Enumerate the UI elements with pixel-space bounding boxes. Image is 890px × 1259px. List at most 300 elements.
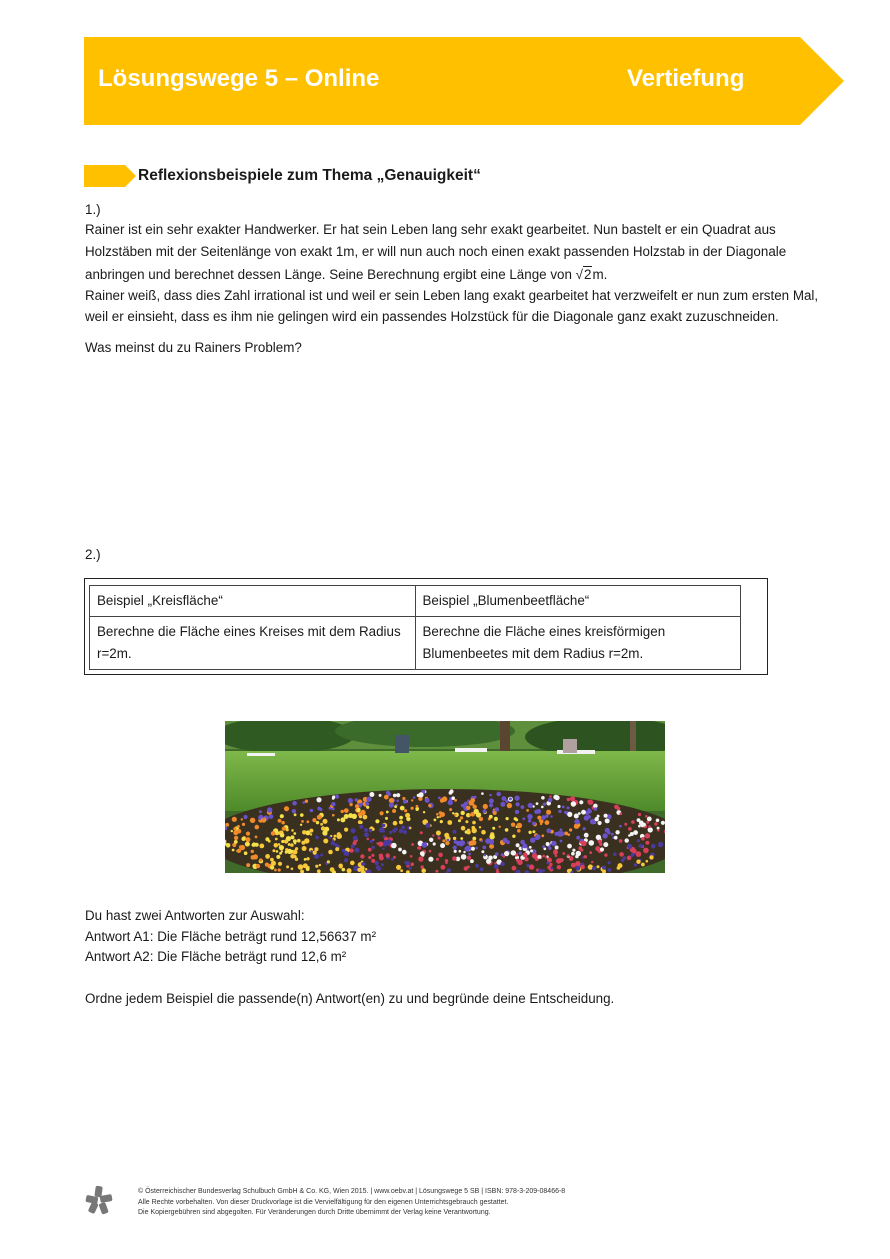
banner-title: Lösungswege 5 – Online <box>98 65 380 92</box>
flower-speck <box>361 862 365 866</box>
task1-line4: Rainer weiß, dass dies Zahl irrational ist und weil er sein Leben lang exakt gearbeitet hat verzweifelt er nun zum ersten Mal, <box>85 288 819 303</box>
flower-speck <box>233 830 238 835</box>
flower-speck <box>464 866 468 870</box>
flower-speck <box>410 855 413 858</box>
flower-speck <box>393 794 397 798</box>
flower-speck <box>489 834 494 839</box>
flower-speck <box>654 822 657 825</box>
flower-speck <box>416 808 419 811</box>
flower-speck <box>641 863 645 867</box>
flower-speck <box>351 828 356 833</box>
flower-speck <box>572 849 575 852</box>
flower-speck <box>584 855 587 858</box>
flower-speck <box>292 801 297 806</box>
flower-speck <box>232 817 237 822</box>
flower-speck <box>234 836 238 840</box>
table-header-blumenbeetflaeche: Beispiel „Blumenbeetfläche“ <box>415 586 741 617</box>
flower-speck <box>278 868 281 871</box>
flower-speck <box>461 811 465 815</box>
flower-speck <box>312 818 316 822</box>
flower-speck <box>319 864 321 866</box>
flower-speck <box>355 848 360 853</box>
flower-speck <box>445 859 448 862</box>
flower-speck <box>516 802 520 806</box>
flower-speck <box>364 828 368 832</box>
flower-speck <box>320 854 323 857</box>
flower-speck <box>377 867 381 871</box>
flower-speck <box>474 809 479 814</box>
cell-line: Blumenbeetes mit dem Radius r=2m. <box>422 646 644 661</box>
flower-speck <box>385 817 388 820</box>
flower-speck <box>591 861 593 863</box>
flower-speck <box>481 830 486 835</box>
flower-speck <box>272 849 275 852</box>
flower-speck <box>646 860 649 863</box>
flower-speck <box>473 805 477 809</box>
task1-line1: Rainer ist ein sehr exakter Handwerker. Er hat sein Leben lang sehr exakt gearbeitet. Nun bastelt er ein Quadrat aus <box>85 222 776 237</box>
table-row <box>90 617 741 670</box>
flower-speck <box>317 815 322 820</box>
flower-speck <box>368 856 371 859</box>
flower-speck <box>429 838 433 842</box>
answers-intro: Du hast zwei Antworten zur Auswahl: <box>85 908 305 923</box>
flower-speck <box>371 859 375 863</box>
flower-speck <box>521 805 525 809</box>
flower-speck <box>276 850 279 853</box>
flower-speck <box>645 815 648 818</box>
answer-a1: Antwort A1: Die Fläche beträgt rund 12,56637 m² <box>85 929 377 944</box>
flower-speck <box>297 839 301 843</box>
flower-speck <box>494 864 499 869</box>
flower-speck <box>438 853 443 858</box>
flower-speck <box>505 800 508 803</box>
flower-speck <box>271 831 276 836</box>
flower-speck <box>546 810 551 815</box>
flower-speck <box>657 829 659 831</box>
section-marker-arrow <box>84 165 136 187</box>
flower-speck <box>567 854 570 857</box>
flower-speck <box>597 815 600 818</box>
flower-speck <box>438 797 441 800</box>
flower-speck <box>237 849 241 853</box>
flower-speck <box>634 863 637 866</box>
flower-speck <box>551 841 556 846</box>
flower-speck <box>576 851 581 856</box>
flower-speck <box>511 850 516 855</box>
flower-speck <box>226 843 231 848</box>
flower-speck <box>602 866 606 870</box>
flower-speck <box>598 821 602 825</box>
flower-speck <box>519 852 522 855</box>
flower-speck <box>560 828 563 831</box>
flower-speck <box>515 796 520 801</box>
flower-speck <box>259 818 262 821</box>
flower-speck <box>359 825 363 829</box>
flower-speck <box>536 809 541 814</box>
flower-speck <box>421 865 424 868</box>
flower-speck <box>341 810 344 813</box>
flower-speck <box>355 798 358 801</box>
flower-speck <box>340 817 345 822</box>
flower-speck <box>600 847 604 851</box>
flower-speck <box>352 814 357 819</box>
flower-speck <box>618 863 623 868</box>
task2-number: 2.) <box>85 547 101 562</box>
flower-speck <box>619 839 623 843</box>
flower-speck <box>472 800 475 803</box>
flower-speck <box>348 798 353 803</box>
flower-speck <box>503 855 506 858</box>
flower-speck <box>472 821 476 825</box>
flower-speck <box>537 855 541 859</box>
flower-speck <box>569 869 572 872</box>
banner-tag: Vertiefung <box>627 65 745 92</box>
flower-speck <box>503 838 508 843</box>
flower-speck <box>535 834 540 839</box>
flower-speck <box>543 803 546 806</box>
flower-speck <box>405 813 410 818</box>
flower-speck <box>418 846 422 850</box>
flower-speck <box>504 851 509 856</box>
flower-speck <box>555 846 559 850</box>
flower-speck <box>458 819 461 822</box>
flower-speck <box>269 814 274 819</box>
flower-speck <box>396 865 401 870</box>
flower-speck <box>304 858 307 861</box>
flower-speck <box>392 809 396 813</box>
flower-speck <box>475 847 478 850</box>
flower-speck <box>474 796 477 799</box>
flower-speck <box>305 800 308 803</box>
flower-speck <box>532 853 538 859</box>
flower-speck <box>357 868 361 872</box>
flower-speck <box>571 863 576 868</box>
flower-speck <box>453 830 457 834</box>
flower-speck <box>460 837 463 840</box>
flower-speck <box>529 864 534 869</box>
flower-speck <box>384 840 388 844</box>
flower-speck <box>291 829 294 832</box>
flower-speck <box>385 837 389 841</box>
flower-speck <box>432 834 434 836</box>
flower-speck <box>631 820 635 824</box>
flower-speck <box>386 791 390 795</box>
flower-speck <box>603 842 608 847</box>
flower-speck <box>515 818 518 821</box>
flower-speck <box>645 833 650 838</box>
flower-speck <box>379 827 384 832</box>
flower-speck <box>636 860 640 864</box>
flower-speck <box>454 840 458 844</box>
flower-speck <box>468 853 471 856</box>
flower-speck <box>452 812 454 814</box>
flower-speck <box>358 820 362 824</box>
flower-speck <box>621 859 624 862</box>
flower-speck <box>545 820 550 825</box>
flower-speck <box>293 832 296 835</box>
cell-line: r=2m. <box>97 646 132 661</box>
flower-speck <box>575 861 580 866</box>
flower-speck <box>279 852 282 855</box>
flower-speck <box>486 859 491 864</box>
flower-speck <box>604 853 607 856</box>
flower-speck <box>382 848 384 850</box>
flower-speck <box>366 797 371 802</box>
flower-speck <box>461 826 466 831</box>
flower-speck <box>300 813 304 817</box>
flower-speck <box>282 827 286 831</box>
sqrt-radicand: 2 <box>584 267 592 282</box>
flower-speck <box>560 840 563 843</box>
flower-speck <box>389 798 394 803</box>
flower-speck <box>439 815 442 818</box>
flower-speck <box>418 792 423 797</box>
flower-speck <box>375 861 379 865</box>
flower-speck <box>651 844 656 849</box>
flower-speck <box>335 847 339 851</box>
flower-speck <box>232 849 235 852</box>
flower-speck <box>344 851 348 855</box>
flower-speck <box>241 818 243 820</box>
flower-speck <box>484 854 486 856</box>
flower-speck <box>394 805 397 808</box>
flower-speck <box>278 843 281 846</box>
flower-speck <box>349 848 353 852</box>
flower-speck <box>291 868 294 871</box>
flower-speck <box>637 839 640 842</box>
flower-speck <box>643 848 649 854</box>
cell-line: Berechne die Fläche eines Kreises mit dem Radius <box>97 624 401 639</box>
flower-speck <box>329 836 332 839</box>
flower-speck <box>567 798 571 802</box>
flower-speck <box>404 809 407 812</box>
flower-speck <box>315 865 318 868</box>
flower-speck <box>532 822 536 826</box>
flower-speck <box>571 852 575 856</box>
flower-speck <box>364 832 369 837</box>
flower-speck <box>381 863 384 866</box>
flower-speck <box>454 850 457 853</box>
publisher-logo-icon <box>84 1185 114 1215</box>
flower-speck <box>537 816 541 820</box>
flower-speck <box>342 868 346 872</box>
flower-speck <box>322 830 327 835</box>
flower-speck <box>351 844 355 848</box>
flower-speck <box>608 861 611 864</box>
flower-speck <box>553 850 558 855</box>
flower-speck <box>332 839 334 841</box>
header-banner <box>84 37 844 125</box>
flower-speck <box>300 824 302 826</box>
flower-speck <box>252 843 255 846</box>
table-cell-blumenbeetflaeche <box>415 617 741 670</box>
flower-speck <box>310 833 312 835</box>
flower-speck <box>637 818 641 822</box>
sqrt-expression <box>576 264 593 286</box>
flower-speck <box>440 843 445 848</box>
flower-speck <box>583 827 586 830</box>
flower-speck <box>331 841 335 845</box>
flower-speck <box>359 815 362 818</box>
flower-speck <box>280 814 284 818</box>
flower-speck <box>321 826 325 830</box>
task1-number: 1.) <box>85 202 101 217</box>
flower-speck <box>288 844 290 846</box>
flower-speck <box>641 837 645 841</box>
table-cell-kreisflaeche <box>90 617 416 670</box>
flower-speck <box>507 805 510 808</box>
flower-speck <box>481 792 484 795</box>
flower-speck <box>511 823 515 827</box>
flower-speck <box>567 806 570 809</box>
flower-speck <box>490 841 494 845</box>
flower-speck <box>225 823 229 827</box>
flower-speck <box>639 844 643 848</box>
flower-speck <box>410 863 414 867</box>
flower-speck <box>496 792 501 797</box>
flower-speck <box>447 820 452 825</box>
flower-speck <box>403 800 407 804</box>
flower-speck <box>382 824 386 828</box>
flower-speck <box>466 846 471 851</box>
flower-speck <box>368 848 372 852</box>
flower-speck <box>327 860 330 863</box>
flower-speck <box>509 797 512 800</box>
flower-speck <box>500 802 505 807</box>
flower-speck <box>517 823 523 829</box>
flower-speck <box>558 858 563 863</box>
flower-speck <box>423 811 425 813</box>
flower-speck <box>581 841 587 847</box>
flower-speck <box>512 866 517 871</box>
flower-speck <box>441 865 446 870</box>
flower-speck <box>339 864 343 868</box>
flower-speck <box>399 820 403 824</box>
flower-speck <box>579 800 583 804</box>
flower-speck <box>642 823 646 827</box>
flower-speck <box>265 854 270 859</box>
flower-speck <box>469 841 474 846</box>
flower-speck <box>589 851 592 854</box>
flower-speck <box>433 842 436 845</box>
flower-speck <box>399 816 403 820</box>
task2-instruction: Ordne jedem Beispiel die passende(n) Antwort(en) zu und begründe deine Entscheidung. <box>85 991 615 1006</box>
flower-speck <box>481 850 484 853</box>
flower-speck <box>317 807 321 811</box>
flower-speck <box>481 840 483 842</box>
flower-speck <box>463 857 466 860</box>
flower-speck <box>542 845 545 848</box>
flower-speck <box>365 802 369 806</box>
flower-speck <box>313 851 317 855</box>
flower-speck <box>602 833 607 838</box>
flower-speck <box>598 840 602 844</box>
sqrt-symbol: √ <box>575 267 583 282</box>
flower-speck <box>578 812 581 815</box>
flower-speck <box>400 806 405 811</box>
flower-speck <box>278 819 282 823</box>
flower-speck <box>399 829 403 833</box>
flower-speck <box>499 826 501 828</box>
flower-speck <box>611 833 614 836</box>
flower-speck <box>453 837 456 840</box>
flower-speck <box>467 829 470 832</box>
flower-speck <box>449 808 452 811</box>
flower-speck <box>614 836 618 840</box>
footer-line: © Österreichischer Bundesverlag Schulbuch GmbH & Co. KG, Wien 2015. | www.oebv.at | Lösungswege 5 SB | ISBN: 978-3-209-08466-8 <box>138 1188 566 1195</box>
flower-speck <box>239 845 243 849</box>
flower-speck <box>361 869 364 872</box>
flower-speck <box>302 801 305 804</box>
flower-speck <box>524 857 528 861</box>
flower-speck <box>597 865 600 868</box>
flower-speck <box>310 809 314 813</box>
flower-speck <box>571 801 576 806</box>
flower-speck <box>434 819 437 822</box>
flower-speck <box>454 814 456 816</box>
flower-speck <box>564 832 568 836</box>
flower-speck <box>332 797 335 800</box>
flower-speck <box>234 840 238 844</box>
flower-speck <box>542 855 545 858</box>
flower-speck <box>489 799 494 804</box>
flower-speck <box>281 840 284 843</box>
flower-speck <box>625 838 629 842</box>
flower-speck <box>369 829 373 833</box>
flower-speck <box>246 832 250 836</box>
flower-speck <box>438 837 441 840</box>
flower-speck <box>328 850 333 855</box>
flower-speck <box>447 868 451 872</box>
flower-speck <box>255 836 258 839</box>
flower-speck <box>250 818 255 823</box>
flower-speck <box>323 819 328 824</box>
flower-speck <box>574 824 579 829</box>
flower-speck <box>522 843 527 848</box>
flower-speck <box>630 854 633 857</box>
flower-speck <box>450 789 454 793</box>
task1-line3 <box>85 264 607 286</box>
flower-speck <box>309 829 313 833</box>
flower-speck <box>386 811 389 814</box>
flower-speck <box>267 807 272 812</box>
flower-speck <box>403 830 407 834</box>
flower-speck <box>569 828 572 831</box>
section-heading: Reflexionsbeispiele zum Thema „Genauigkeit“ <box>138 167 481 184</box>
flower-speck <box>466 806 470 810</box>
flower-speck <box>587 800 591 804</box>
comparison-table <box>89 585 741 670</box>
flower-speck <box>567 812 572 817</box>
flower-speck <box>422 842 428 848</box>
flower-speck <box>293 839 297 843</box>
flower-speck <box>439 811 442 814</box>
flower-speck <box>619 825 622 828</box>
flower-speck <box>567 844 572 849</box>
flower-speck <box>526 809 529 812</box>
flower-speck <box>401 826 405 830</box>
flower-speck <box>463 851 465 853</box>
flower-speck <box>607 831 610 834</box>
flower-speck <box>237 825 240 828</box>
flower-speck <box>371 854 374 857</box>
flower-speck <box>413 796 416 799</box>
flower-speck <box>505 828 509 832</box>
flower-speck <box>451 796 455 800</box>
flower-speck <box>233 827 236 830</box>
flower-speck <box>420 831 423 834</box>
flower-speck <box>409 827 411 829</box>
